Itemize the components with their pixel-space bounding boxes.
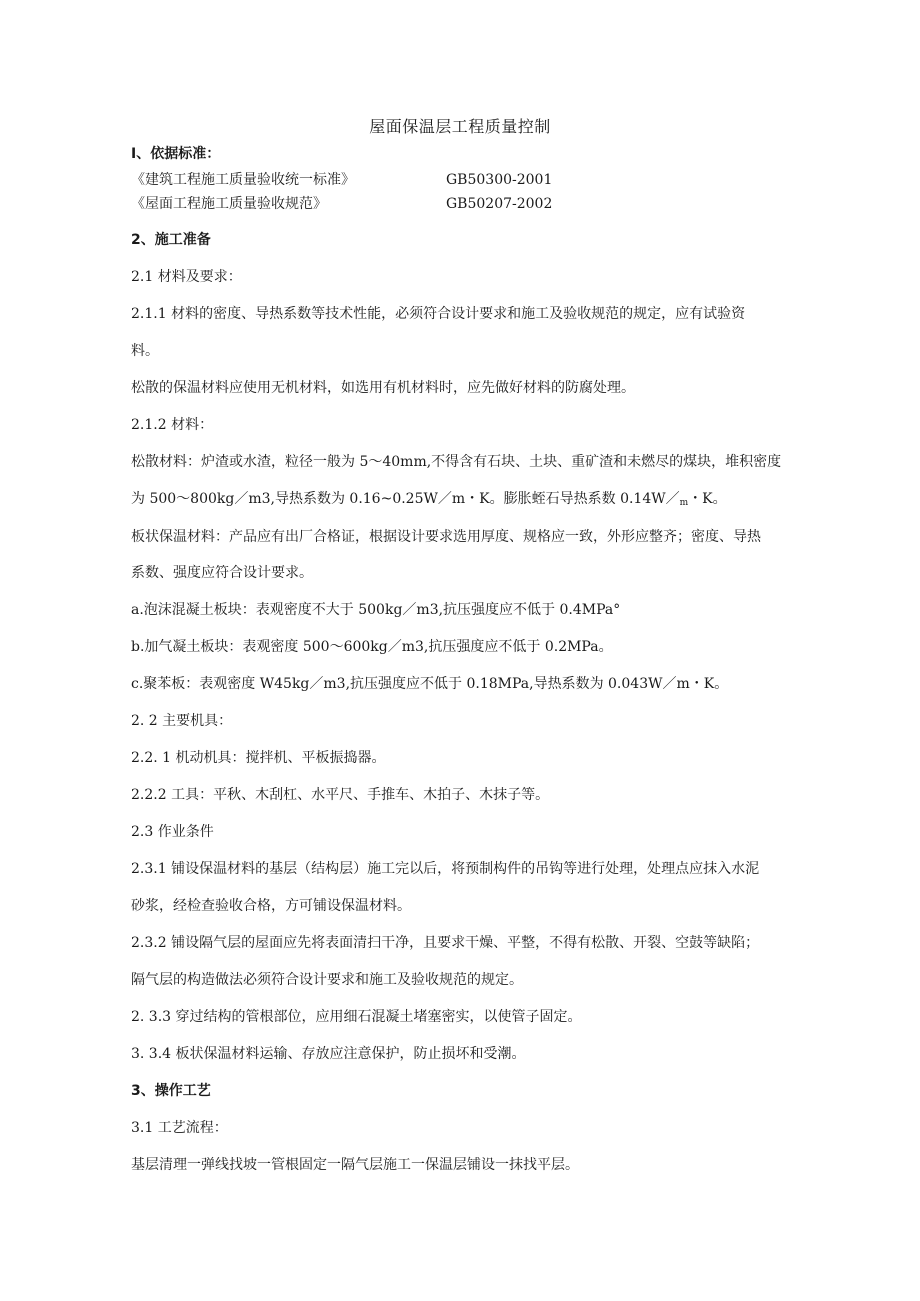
reference-code: GB50300-2001 bbox=[446, 172, 553, 188]
document-title: 屋面保温层工程质量控制 bbox=[369, 117, 551, 136]
paragraph-2-3: 2.3 作业条件 bbox=[131, 824, 214, 840]
paragraph-2-3-1-line-2: 砂浆，经检查验收合格，方可铺设保温材料。 bbox=[131, 898, 411, 914]
paragraph-2-1-1-line-2: 料。 bbox=[131, 343, 159, 359]
reference-row-1 bbox=[131, 170, 731, 190]
loose-material-text-end: ・K。 bbox=[688, 491, 727, 507]
paragraph-2-3-2-line-1: 2.3.2 铺设隔气层的屋面应先将表面清扫干净，且要求干燥、平整，不得有松散、开裂、空鼓等缺陷； bbox=[131, 935, 760, 951]
paragraph-2-2-1: 2.2. 1 机动机具：搅拌机、平板振捣器。 bbox=[131, 750, 386, 766]
paragraph-item-a: a.泡沫混凝土板块：表观密度不大于 500kg／m3,抗压强度应不低于 0.4MPa° bbox=[131, 602, 621, 618]
paragraph-loose-material-line-1: 松散材料：炉渣或水渣，粒径一般为 5～40mm,不得含有石块、土块、重矿渣和未燃尽的煤块，堆积密度 bbox=[131, 454, 782, 470]
paragraph-3-3-4: 3. 3.4 板状保温材料运输、存放应注意保护，防止损坏和受潮。 bbox=[131, 1046, 526, 1062]
loose-material-text: 为 500～800kg／m3,导热系数为 0.16~0.25W／m・K。膨胀蛭石导热系数 0.14W／ bbox=[131, 491, 680, 507]
paragraph-process-flow: 基层清理一弹线找坡一管根固定一隔气层施工一保温层铺设一抹找平层。 bbox=[131, 1157, 579, 1173]
paragraph-2-2-2: 2.2.2 工具：平秋、木刮杠、水平尺、手推车、木拍子、木抹子等。 bbox=[131, 787, 550, 803]
paragraph-2-3-1-line-1: 2.3.1 铺设保温材料的基层（结构层）施工完以后，将预制构件的吊钩等进行处理，处理点应抹入水泥 bbox=[131, 861, 760, 877]
paragraph-loose-material-line-2 bbox=[131, 489, 727, 513]
paragraph-2-2: 2. 2 主要机具： bbox=[131, 713, 233, 729]
paragraph-board-line-1: 板状保温材料：产品应有出厂合格证，根据设计要求选用厚度、规格应一致，外形应整齐；密度、导热 bbox=[131, 529, 761, 545]
paragraph-2-1-1-line-1: 2.1.1 材料的密度、导热系数等技术性能，必须符合设计要求和施工及验收规范的规定，应有试验资 bbox=[131, 306, 746, 322]
paragraph-item-b: b.加气凝土板块：表观密度 500～600kg／m3,抗压强度应不低于 0.2MPa。 bbox=[131, 639, 613, 655]
paragraph-loose-inorganic: 松散的保温材料应使用无机材料，如选用有机材料时，应先做好材料的防腐处理。 bbox=[131, 380, 635, 396]
reference-row-2 bbox=[131, 194, 731, 214]
section-2-heading: 2、施工准备 bbox=[131, 232, 211, 248]
paragraph-item-c: c.聚苯板：表观密度 W45kg／m3,抗压强度应不低于 0.18MPa,导热系数为 0.043W／m・K。 bbox=[131, 676, 729, 692]
unit-subscript: m bbox=[679, 498, 689, 508]
paragraph-2-3-2-line-2: 隔气层的构造做法必须符合设计要求和施工及验收规范的规定。 bbox=[131, 972, 523, 988]
reference-code: GB50207-2002 bbox=[446, 196, 553, 212]
paragraph-3-1: 3.1 工艺流程： bbox=[131, 1120, 228, 1136]
reference-name: 《建筑工程施工质量验收统一标准》 bbox=[131, 172, 355, 188]
reference-name: 《屋面工程施工质量验收规范》 bbox=[131, 196, 327, 212]
paragraph-board-line-2: 系数、强度应符合设计要求。 bbox=[131, 565, 313, 581]
section-1-heading: I、依据标准： bbox=[131, 146, 221, 162]
paragraph-2-3-3: 2. 3.3 穿过结构的管根部位，应用细石混凝土堵塞密实，以使管子固定。 bbox=[131, 1009, 582, 1025]
paragraph-2-1: 2.1 材料及要求： bbox=[131, 269, 242, 285]
section-3-heading: 3、操作工艺 bbox=[131, 1083, 211, 1099]
paragraph-2-1-2: 2.1.2 材料： bbox=[131, 417, 214, 433]
